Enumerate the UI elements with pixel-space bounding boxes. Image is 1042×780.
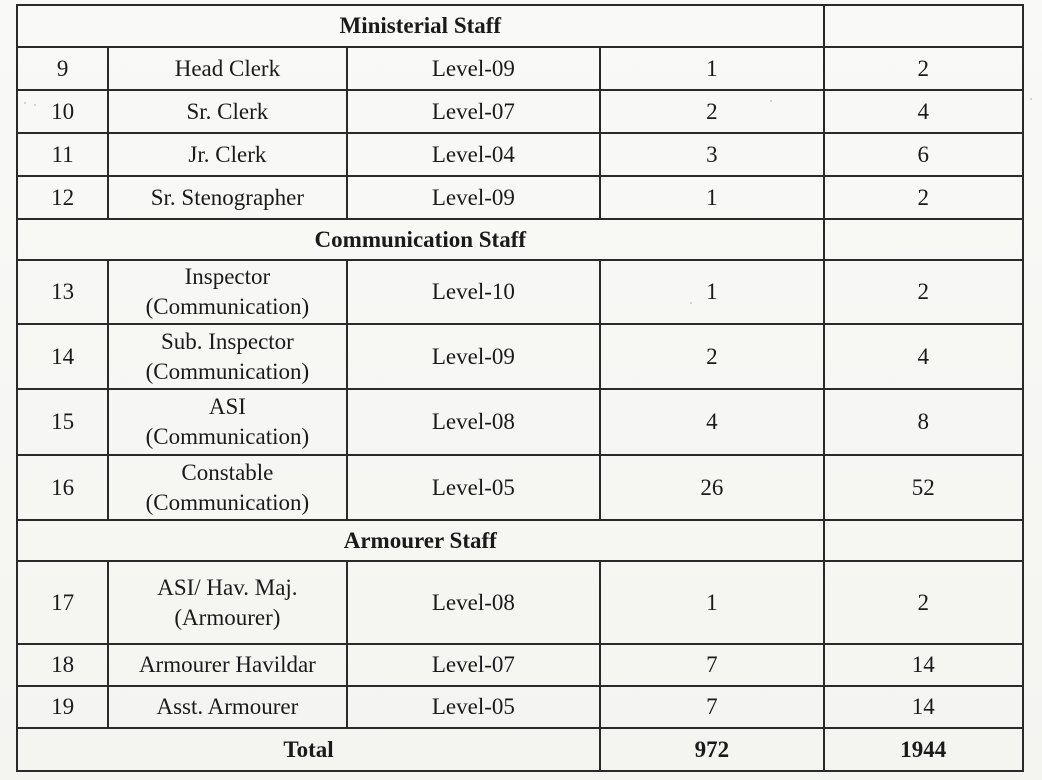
total-cell: 14 [824, 644, 1023, 686]
section-row-armourer [17, 520, 1023, 561]
table-row [17, 686, 1023, 728]
level-cell: Level-08 [347, 389, 600, 455]
level-cell: Level-05 [347, 455, 600, 520]
total-cell: 4 [824, 90, 1023, 133]
serial-cell: 16 [17, 455, 108, 520]
count-cell: 2 [600, 324, 823, 389]
post-cell [108, 455, 346, 520]
section-title: Communication Staff [17, 219, 824, 260]
post-name: Asst. Armourer [156, 694, 299, 719]
empty-cell [824, 5, 1023, 47]
scan-speck [770, 100, 772, 102]
post-cell [108, 644, 346, 686]
serial-cell: 14 [17, 324, 108, 389]
post-name: Jr. Clerk [188, 141, 267, 167]
count-cell: 7 [600, 644, 823, 686]
post-qualifier: (Armourer) [174, 604, 281, 630]
post-name: ASI/ Hav. Maj. [157, 574, 298, 600]
table-row [17, 47, 1023, 90]
total-cell: 6 [824, 133, 1023, 176]
post-cell [108, 90, 346, 133]
section-title: Armourer Staff [17, 520, 824, 561]
post-cell [108, 686, 346, 728]
post-cell [108, 324, 346, 389]
post-name: Sr. Stenographer [150, 184, 305, 210]
total-cell: 14 [824, 686, 1023, 728]
count-total: 972 [600, 728, 823, 771]
level-cell: Level-04 [347, 133, 600, 176]
serial-cell: 12 [17, 176, 108, 219]
empty-cell [824, 219, 1023, 260]
post-qualifier: (Communication) [145, 489, 310, 515]
staff-table [16, 4, 1024, 772]
total-cell: 2 [824, 47, 1023, 90]
total-cell: 2 [824, 176, 1023, 219]
table-row [17, 90, 1023, 133]
count-cell: 26 [600, 455, 823, 520]
post-name: ASI [208, 394, 246, 419]
empty-cell [824, 520, 1023, 561]
count-cell: 3 [600, 133, 823, 176]
total-cell: 2 [824, 561, 1023, 644]
post-name: Head Clerk [174, 55, 281, 81]
table-row [17, 455, 1023, 520]
count-cell: 7 [600, 686, 823, 728]
level-cell: Level-09 [347, 47, 600, 90]
serial-cell: 13 [17, 260, 108, 324]
post-cell [108, 133, 346, 176]
table-row [17, 389, 1023, 455]
level-cell: Level-09 [347, 324, 600, 389]
count-cell: 2 [600, 90, 823, 133]
count-cell: 1 [600, 176, 823, 219]
serial-cell: 10 [17, 90, 108, 133]
post-name: Sr. Clerk [186, 98, 269, 124]
table-row [17, 133, 1023, 176]
post-cell [108, 561, 346, 644]
serial-cell: 15 [17, 389, 108, 455]
table-row [17, 644, 1023, 686]
count-cell: 1 [600, 260, 823, 324]
post-cell [108, 260, 346, 324]
scan-speck [34, 104, 36, 106]
post-cell [108, 389, 346, 455]
table-row [17, 260, 1023, 324]
post-name: Sub. Inspector [160, 328, 294, 354]
level-cell: Level-08 [347, 561, 600, 644]
serial-cell: 18 [17, 644, 108, 686]
level-cell: Level-07 [347, 644, 600, 686]
scan-speck [1030, 98, 1032, 100]
level-cell: Level-10 [347, 260, 600, 324]
serial-cell: 19 [17, 686, 108, 728]
section-title: Ministerial Staff [17, 5, 824, 47]
post-cell [108, 176, 346, 219]
scan-speck [24, 102, 26, 104]
post-name: Constable [181, 459, 274, 485]
level-cell: Level-09 [347, 176, 600, 219]
table-row [17, 176, 1023, 219]
scan-speck [690, 302, 692, 304]
total-cell: 2 [824, 260, 1023, 324]
level-cell: Level-07 [347, 90, 600, 133]
total-cell: 4 [824, 324, 1023, 389]
section-row-ministerial [17, 5, 1023, 47]
level-cell: Level-05 [347, 686, 600, 728]
post-qualifier: (Communication) [145, 294, 310, 319]
serial-cell: 9 [17, 47, 108, 90]
post-cell [108, 47, 346, 90]
total-cell: 8 [824, 389, 1023, 455]
count-cell: 4 [600, 389, 823, 455]
post-qualifier: (Communication) [145, 358, 310, 384]
serial-cell: 17 [17, 561, 108, 644]
count-cell: 1 [600, 561, 823, 644]
table-row [17, 561, 1023, 644]
post-name: Armourer Havildar [138, 652, 316, 677]
total-row [17, 728, 1023, 771]
section-row-communication [17, 219, 1023, 260]
post-qualifier: (Communication) [145, 424, 310, 449]
post-name: Inspector [184, 264, 271, 289]
grand-total: 1944 [824, 728, 1023, 771]
count-cell: 1 [600, 47, 823, 90]
total-cell: 52 [824, 455, 1023, 520]
serial-cell: 11 [17, 133, 108, 176]
table-row [17, 324, 1023, 389]
total-label: Total [17, 728, 600, 771]
